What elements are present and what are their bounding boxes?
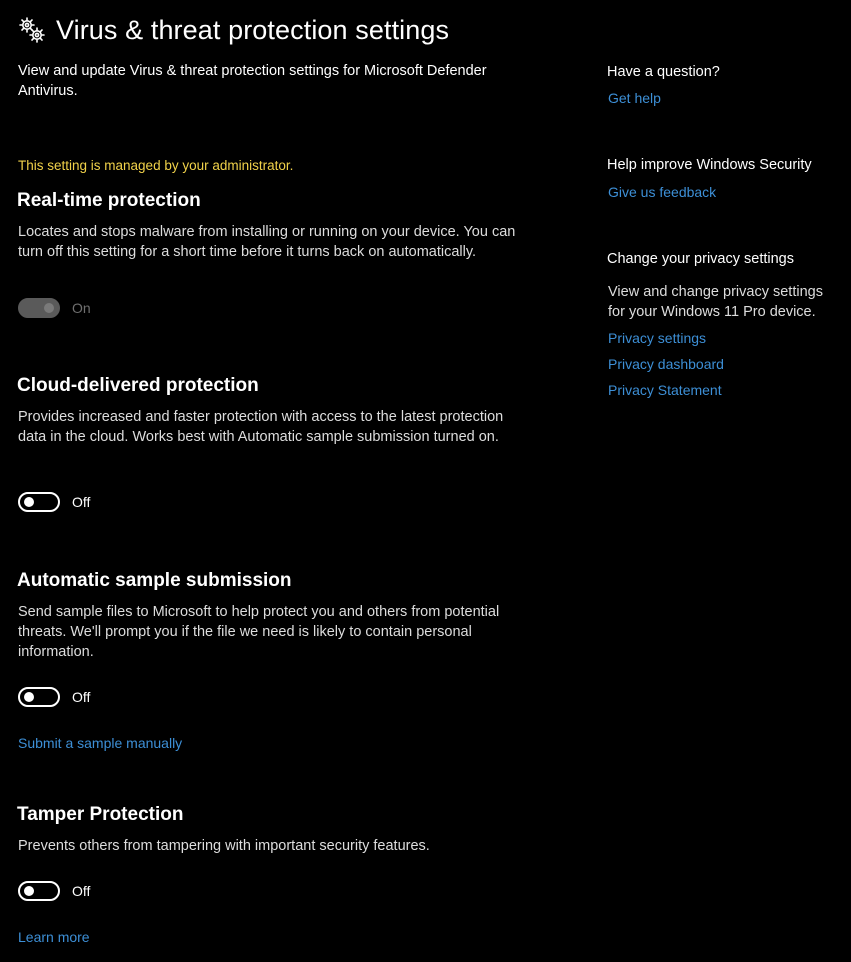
sample-toggle[interactable]	[18, 687, 60, 707]
sample-title: Automatic sample submission	[17, 570, 292, 591]
sample-toggle-label: Off	[72, 689, 91, 705]
cloud-toggle[interactable]	[18, 492, 60, 512]
toggle-knob	[44, 303, 54, 313]
sample-toggle-row	[18, 687, 90, 707]
page-subtitle: View and update Virus & threat protection settings for Microsoft Defender Antivirus.	[18, 63, 487, 99]
realtime-toggle[interactable]	[18, 298, 60, 318]
privacy-text: View and change privacy settings for your Windows 11 Pro device.	[608, 284, 823, 320]
improve-heading: Help improve Windows Security	[607, 157, 812, 173]
cloud-toggle-row	[18, 492, 90, 512]
tamper-toggle-row	[18, 881, 90, 901]
privacy-heading: Change your privacy settings	[607, 251, 794, 267]
toggle-knob	[24, 692, 34, 702]
realtime-toggle-row	[18, 298, 91, 318]
submit-sample-link[interactable]: Submit a sample manually	[18, 735, 183, 751]
question-heading: Have a question?	[607, 64, 720, 80]
feedback-link[interactable]: Give us feedback	[608, 184, 717, 200]
realtime-title: Real-time protection	[17, 190, 201, 211]
header	[18, 12, 449, 48]
learn-more-link[interactable]: Learn more	[18, 929, 90, 945]
admin-managed-note: This setting is managed by your administrator.	[18, 158, 294, 173]
gear-icon	[18, 16, 46, 44]
tamper-description: Prevents others from tampering with important security features.	[18, 838, 430, 854]
tamper-toggle-label: Off	[72, 883, 91, 899]
privacy-statement-link[interactable]: Privacy Statement	[608, 382, 722, 398]
cloud-description: Provides increased and faster protection with access to the latest protection data in the cloud. Works best with Automatic sample submission turned on.	[18, 409, 504, 445]
realtime-description: Locates and stops malware from installing or running on your device. You can turn off this setting for a short time before it turns back on automatically.	[18, 224, 516, 260]
realtime-toggle-label: On	[72, 300, 91, 316]
tamper-toggle[interactable]	[18, 881, 60, 901]
privacy-dashboard-link[interactable]: Privacy dashboard	[608, 356, 724, 372]
sample-description: Send sample files to Microsoft to help protect you and others from potential threats. We'll prompt you if the file we need is likely to contain personal information.	[18, 604, 500, 660]
toggle-knob	[24, 497, 34, 507]
toggle-knob	[24, 886, 34, 896]
page-title: Virus & threat protection settings	[56, 14, 450, 45]
cloud-toggle-label: Off	[72, 494, 91, 510]
cloud-title: Cloud-delivered protection	[17, 375, 259, 396]
tamper-title: Tamper Protection	[17, 804, 184, 825]
get-help-link[interactable]: Get help	[608, 90, 661, 106]
privacy-settings-link[interactable]: Privacy settings	[608, 330, 707, 346]
